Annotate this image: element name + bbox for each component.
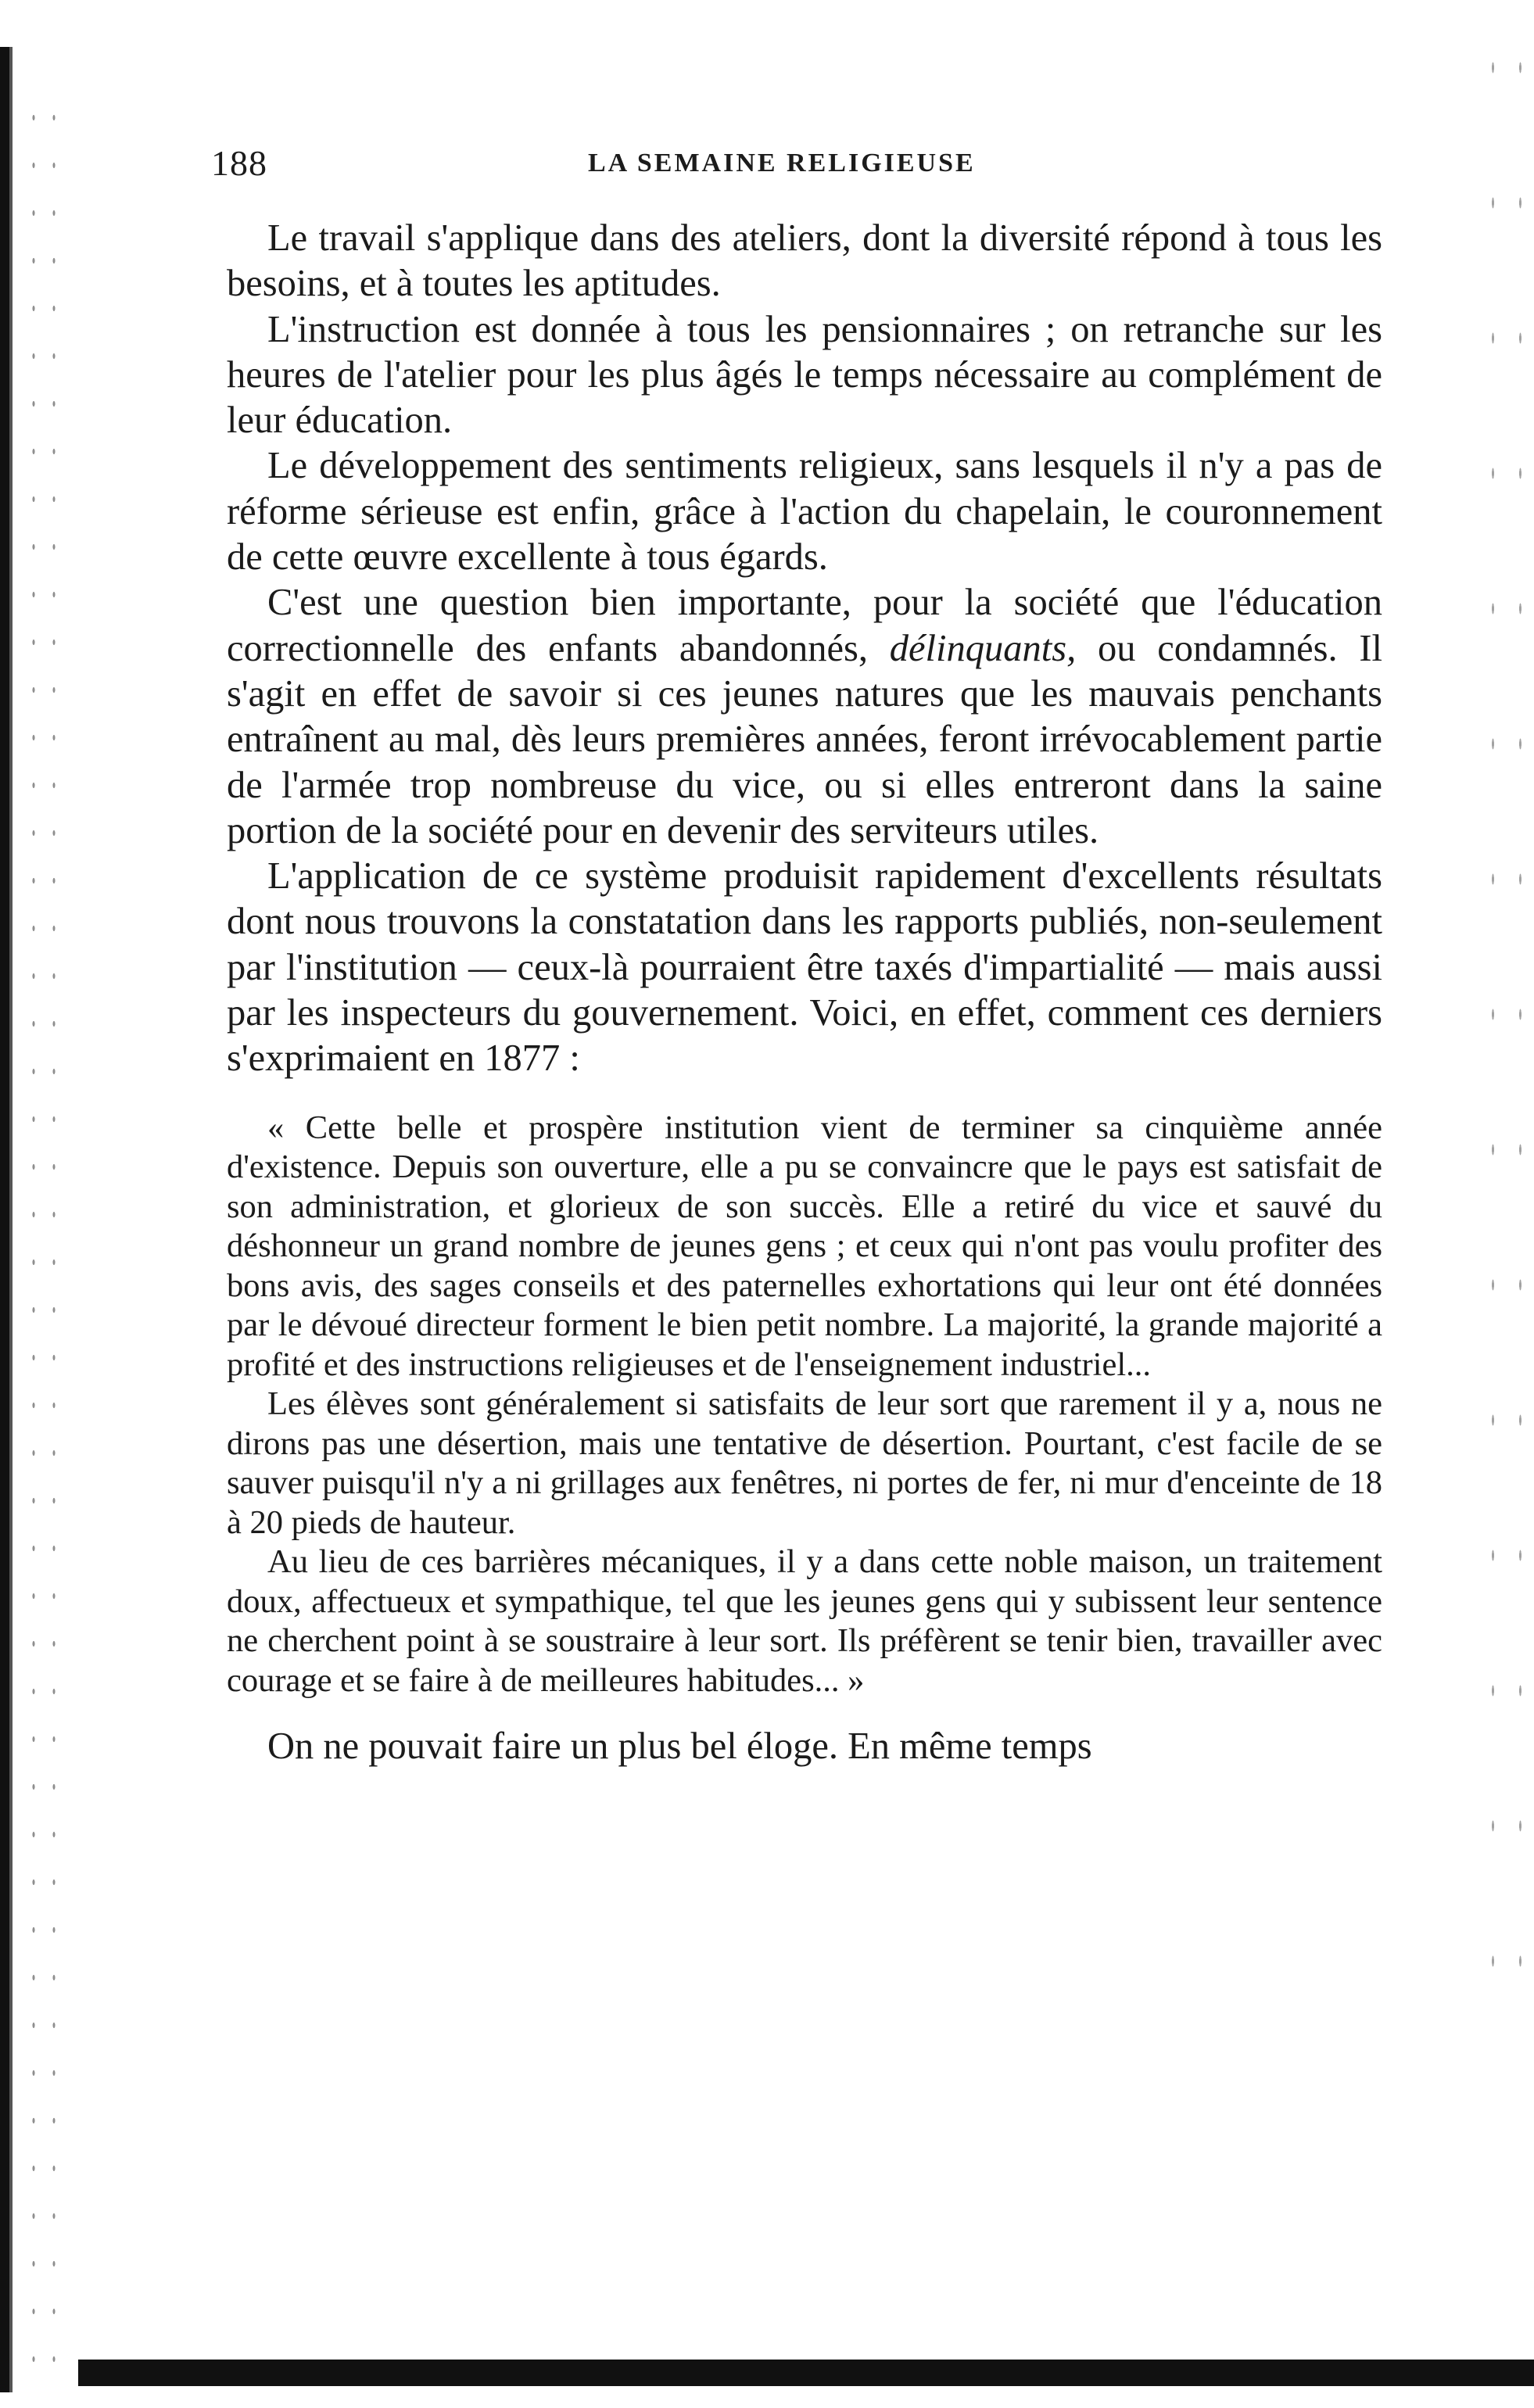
paragraph-closing: On ne pouvait faire un plus bel éloge. En même temps	[267, 1725, 1092, 1768]
scan-bottom-edge	[78, 2360, 1534, 2386]
quote-paragraph-institution: « Cette belle et prospère institution vient de terminer sa cinquième année d'existence. Depuis son ouverture, elle a pu se convaincre que le pays est satisfait de son administration, et glorieux de son succès. Elle a retiré du vice et sauvé du déshonneur un grand nombre de jeunes gens ; et ceux qui n'ont pas voulu profiter des bons avis, des sages conseils et des paternelles exhortations qui leur ont été données par le dévoué directeur forment le bien petit nombre. La majorité, la grande majorité a profité et des instructions religieuses et de l'enseignement industriel...	[227, 1109, 1382, 1383]
scan-left-speckle	[23, 94, 70, 2377]
quote-paragraph-treatment: Au lieu de ces barrières mécaniques, il y a dans cette noble maison, un traitement doux, affectueux et sympathique, tel que les jeunes gens qui y subissent leur sentence ne cherchent point à se soustraire à leur sort. Ils préfèrent se tenir bien, travailler avec courage et se faire à de meilleures habitudes... »	[227, 1543, 1382, 1699]
paragraph-results: L'application de ce système produisit rapidement d'excellents résultats dont nous trouvons la constatation dans les rapports publiés, non-seulement par l'institution — ceux-là pourraient être taxés d'impartialité — mais aussi par les inspecteurs du gouvernement. Voici, en effet, comment ces derniers s'exprimaient en 1877 :	[227, 855, 1382, 1080]
page-body	[227, 216, 1382, 1769]
scan-left-edge	[0, 47, 17, 2392]
paragraph-text: C'est une question bien importante, pour la société que l'éducation correctionnelle des enfants abandonnés,	[227, 582, 1382, 669]
paragraph-text: ou condamnés. Il s'agit en effet de savoir si ces jeunes natures que les mauvais penchants entraînent au mal, dès leurs premières années, feront irrévocablement partie de l'armée trop nombreuse du vice, ou si elles entreront dans la saine portion de la société pour en devenir des serviteurs utiles.	[227, 627, 1382, 851]
italic-term: délinquants,	[889, 627, 1077, 669]
paragraph-religious-development: Le développement des sentiments religieux, sans lesquels il n'y a pas de réforme sérieuse est enfin, grâce à l'action du chapelain, le couronnement de cette œuvre excellente à tous égards.	[227, 445, 1382, 579]
scan-right-speckle	[1479, 0, 1534, 2033]
quote-paragraph-pupils: Les élèves sont généralement si satisfaits de leur sort que rarement il y a, nous ne dirons pas une désertion, mais une tentative de désertion. Pourtant, c'est facile de se sauver puisqu'il n'y a ni grillages aux fenêtres, ni portes de fer, ni mur d'enceinte de 18 à 20 pieds de hauteur.	[227, 1385, 1382, 1541]
page-number: 188	[211, 143, 267, 183]
inspectors-quote	[227, 1109, 1382, 1701]
paragraph-workshops: Le travail s'applique dans des ateliers, dont la diversité répond à tous les besoins, et à toutes les aptitudes.	[227, 217, 1382, 305]
running-title: LA SEMAINE RELIGIEUSE	[588, 149, 976, 177]
paragraph-instruction: L'instruction est donnée à tous les pensionnaires ; on retranche sur les heures de l'atelier pour les plus âgés le temps nécessaire au complément de leur éducation.	[227, 308, 1382, 442]
page-header	[211, 138, 1400, 192]
paragraph-correctional-education	[227, 580, 1382, 854]
